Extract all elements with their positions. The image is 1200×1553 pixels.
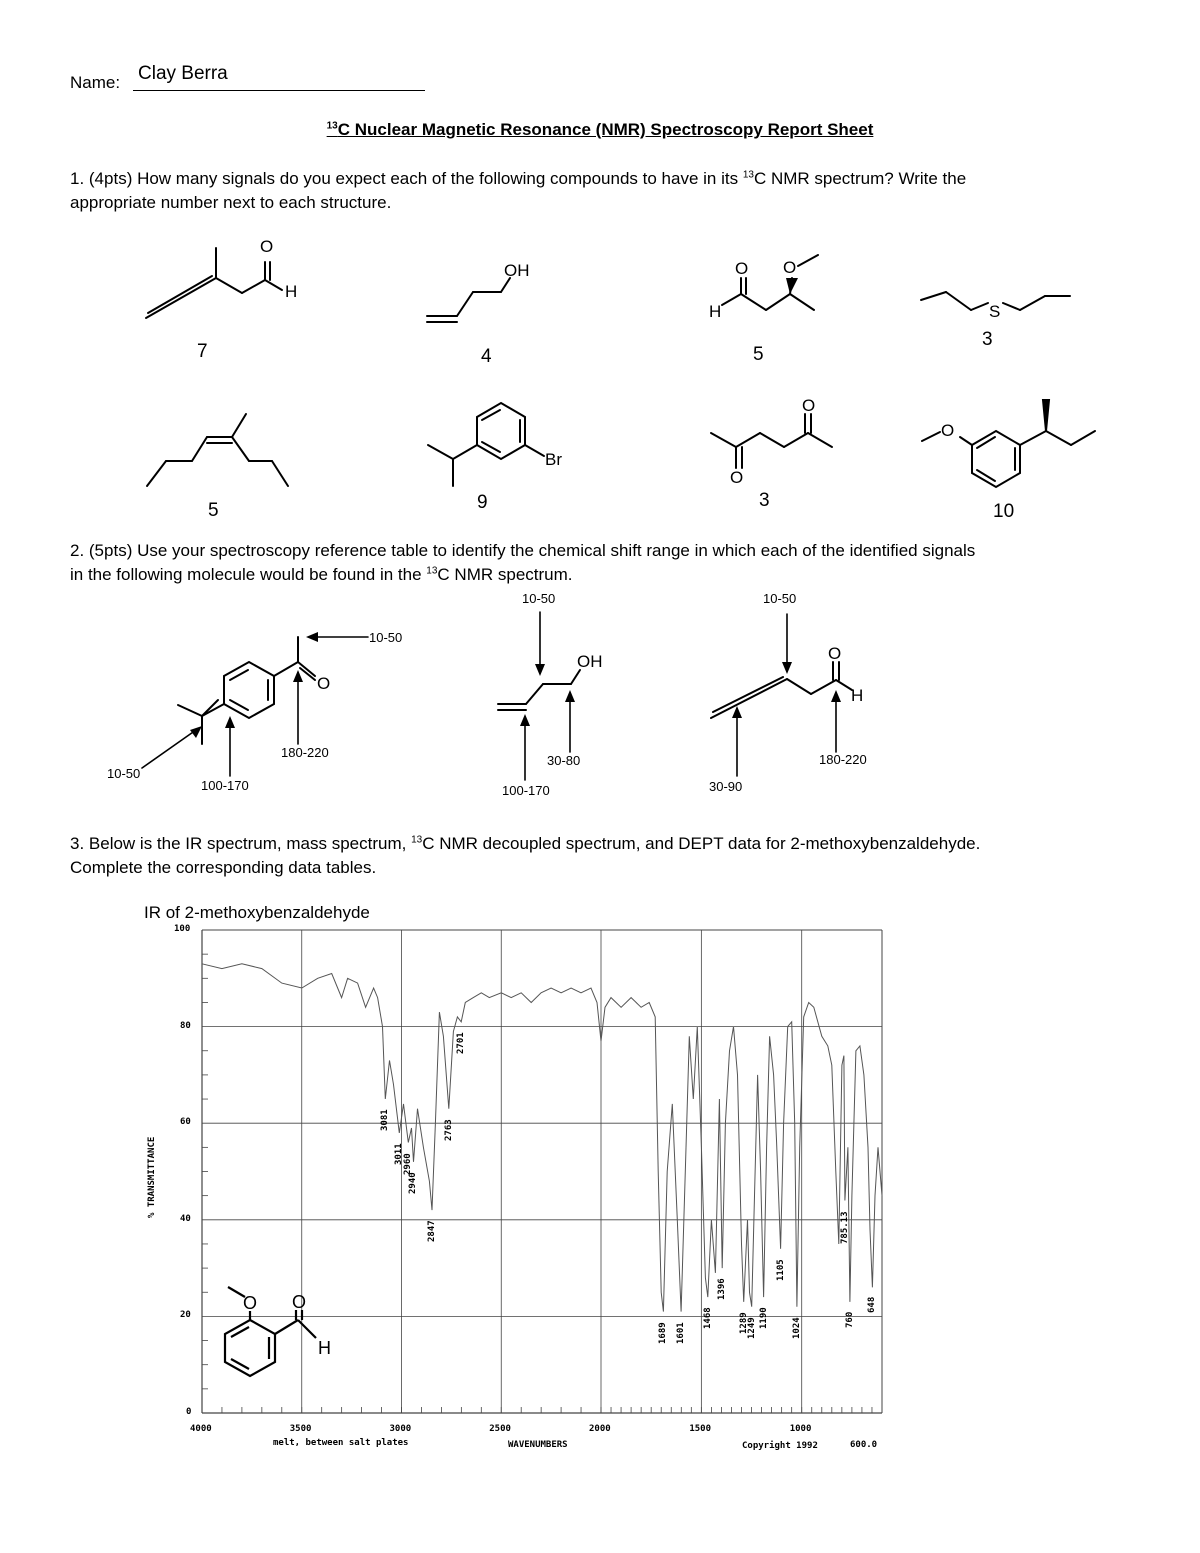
chart-footer-right: Copyright 1992: [742, 1441, 818, 1451]
page-title: [0, 120, 1200, 140]
shift-label-1[interactable]: 10-50: [369, 630, 403, 645]
q2-arrowheads: [190, 632, 841, 738]
shift-label-7[interactable]: 30-80: [547, 753, 581, 768]
q2-molecule-a: [178, 637, 315, 744]
y-tick-label: 40: [180, 1213, 191, 1224]
y-tick-label: 60: [180, 1117, 191, 1128]
answer-4[interactable]: 3: [982, 329, 993, 350]
shift-label-3[interactable]: 100-170: [201, 778, 249, 793]
peak-label: 3081: [380, 1109, 391, 1132]
atom-o: O: [802, 396, 816, 415]
atom-o: O: [828, 644, 842, 663]
atom-o: O: [735, 259, 749, 278]
peak-label: 785.13: [839, 1211, 850, 1245]
answer-6[interactable]: 9: [477, 492, 488, 513]
peak-label: 1396: [717, 1278, 728, 1301]
x-tick-label: 1000: [789, 1424, 812, 1434]
x-axis-label: WAVENUMBERS: [508, 1440, 568, 1450]
q2-molecule-b: [498, 670, 580, 710]
shift-label-5[interactable]: 10-50: [522, 591, 556, 606]
atom-o: O: [260, 237, 274, 256]
q2-molecule-c: [711, 662, 852, 718]
peak-label: 1289: [738, 1312, 749, 1334]
answer-3[interactable]: 5: [753, 344, 764, 365]
q2-arrows: [142, 612, 836, 780]
molecule-5: [147, 414, 288, 486]
peak-label: 2763: [443, 1119, 454, 1141]
y-tick-label: 20: [180, 1310, 191, 1321]
answer-5[interactable]: 5: [208, 500, 219, 521]
atom-h: H: [285, 282, 298, 301]
answer-7[interactable]: 3: [759, 490, 770, 511]
peak-label: 648: [867, 1297, 878, 1314]
atom-br: Br: [545, 450, 562, 469]
shift-label-6[interactable]: 100-170: [502, 783, 550, 798]
shift-label-8[interactable]: 10-50: [763, 591, 797, 606]
inset-atom-o: O: [292, 1292, 307, 1312]
title-superscript: 13: [326, 120, 338, 132]
peak-label: 1190: [758, 1307, 769, 1330]
inset-atom-h: H: [318, 1338, 331, 1358]
y-tick-label: 100: [174, 924, 191, 934]
q2-text: 2. (5pts) Use your spectroscopy reference table to identify the chemical shift range in which each of the identified signals in the following molecule would be found in the $^{13}$C NMR spectrum.: [70, 541, 976, 584]
molecule-7: [711, 414, 832, 468]
peak-label: 2847: [427, 1220, 438, 1243]
peak-label: 2701: [456, 1032, 467, 1054]
atom-h: H: [851, 686, 864, 705]
peak-label: 2940: [408, 1172, 419, 1194]
peak-label: 1249: [746, 1317, 757, 1339]
x-tick-label: 3000: [389, 1424, 412, 1434]
peak-label: 3011: [394, 1143, 405, 1165]
atom-o: O: [941, 421, 955, 440]
x-tick-label: 2000: [589, 1424, 611, 1434]
peak-label: 2960: [403, 1152, 414, 1175]
y-axis-label: % TRANSMITTANCE: [147, 1136, 157, 1218]
atom-h: H: [709, 302, 722, 321]
peak-label: 1689: [658, 1321, 669, 1344]
x-tick-label: 4000: [190, 1424, 212, 1434]
atom-oh: OH: [504, 261, 530, 280]
q1-text: 1. (4pts) How many signals do you expect each of the following compounds to have in its $^{13}$C NMR spectrum? Write the appropriate number next to each structure.: [70, 169, 967, 212]
peak-label: 1601: [676, 1321, 687, 1344]
peak-label: 1105: [775, 1259, 786, 1281]
name-underline: [133, 90, 425, 91]
atom-o: O: [317, 674, 331, 693]
x-tick-label: 3500: [289, 1424, 312, 1434]
inset-atom-o: O: [243, 1293, 258, 1313]
peak-label: 760: [844, 1311, 855, 1328]
name-field[interactable]: Clay Berra: [138, 63, 228, 84]
x-tick-label: 2500: [489, 1424, 511, 1434]
molecule-1: [146, 248, 282, 318]
atom-s: S: [989, 302, 1001, 321]
shift-label-2[interactable]: 10-50: [107, 766, 141, 781]
name-label: Name:: [70, 73, 121, 92]
y-tick-label: 0: [186, 1407, 192, 1417]
atom-oh: OH: [577, 652, 603, 671]
y-tick-label: 80: [180, 1020, 191, 1031]
answer-8[interactable]: 10: [993, 501, 1015, 522]
answer-1[interactable]: 7: [197, 341, 208, 362]
q3-text: 3. Below is the IR spectrum, mass spectrum, $^{13}$C NMR decoupled spectrum, and DEPT data for 2-methoxybenzaldehyde. Complete the corresponding data tables.: [70, 834, 981, 877]
molecule-2: [427, 278, 510, 322]
answer-2[interactable]: 4: [481, 346, 492, 367]
title-text: C Nuclear Magnetic Resonance (NMR) Spectroscopy Report Sheet: [337, 120, 874, 139]
peak-label: 1468: [702, 1307, 713, 1330]
shift-label-4[interactable]: 180-220: [281, 745, 329, 760]
chart-footer-left: melt, between salt plates: [273, 1438, 409, 1448]
shift-label-10[interactable]: 180-220: [819, 752, 867, 767]
chart-end-label: 600.0: [850, 1440, 878, 1450]
atom-o: O: [783, 258, 797, 277]
chart-title: IR of 2-methoxybenzaldehyde: [144, 903, 370, 922]
peak-label: 1024: [791, 1317, 802, 1339]
x-tick-label: 1500: [689, 1424, 712, 1434]
atom-o: O: [730, 468, 744, 487]
shift-label-9[interactable]: 30-90: [709, 779, 743, 794]
molecule-6: [428, 403, 544, 486]
